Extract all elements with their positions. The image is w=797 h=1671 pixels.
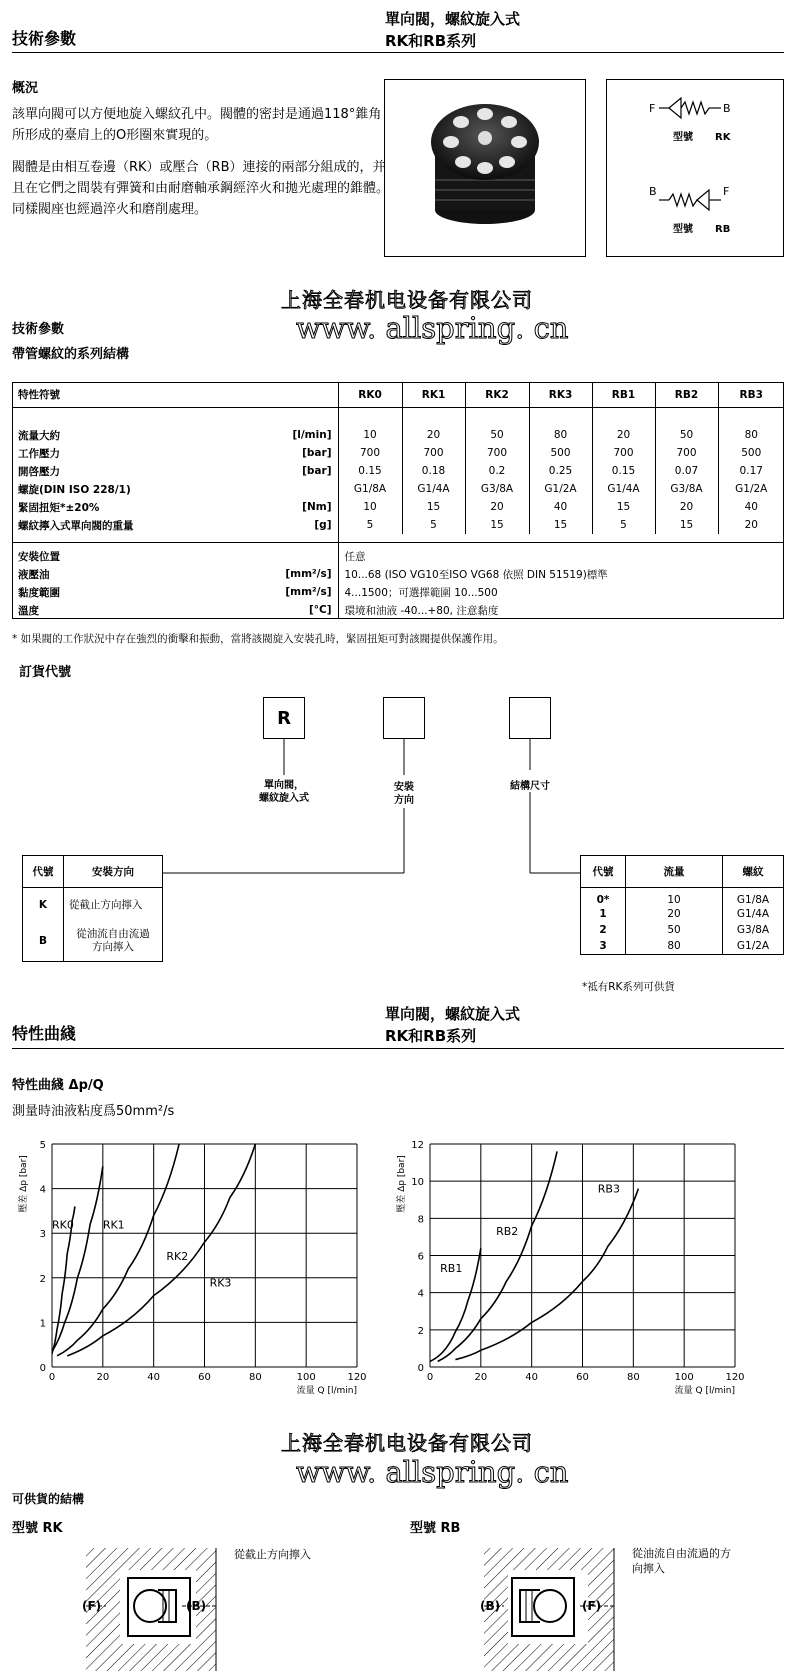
x-tick-label: 40: [147, 1372, 161, 1383]
overview-title: 概況: [12, 81, 39, 96]
series-label-rb2: RB2: [496, 1225, 519, 1239]
cell: 20: [718, 516, 784, 534]
cell: 20: [402, 426, 465, 444]
x-tick-label: 100: [296, 1372, 316, 1383]
cell: 5: [338, 516, 402, 534]
spec-col-header: RK0: [338, 382, 402, 408]
order-label-valve-l2: 螺紋旋入式: [259, 793, 309, 804]
order-title: 訂貨代號: [19, 665, 72, 680]
spec-col-header: RB1: [592, 382, 655, 408]
series-line-rk2: [57, 1144, 179, 1356]
y-tick-label: 4: [417, 1288, 424, 1300]
cell: 0.25: [529, 462, 592, 480]
cell: G1/4A: [402, 480, 465, 498]
table-row: [581, 888, 784, 907]
y-tick-label: 1: [39, 1318, 46, 1330]
dir-text: 從截止方向擰入: [64, 888, 163, 922]
size-table: [580, 855, 784, 955]
dir-text-l2: 方向擰入: [92, 941, 134, 954]
order-label-direction: [384, 781, 424, 807]
rb-port-left: (B): [480, 1599, 501, 1613]
cell: 0.18: [402, 462, 465, 480]
y-tick-label: 12: [411, 1140, 424, 1151]
table-row: [581, 856, 784, 888]
row-unit: [Nm]: [302, 501, 332, 513]
rk-symbol-left: F: [649, 102, 656, 115]
x-tick-label: 80: [248, 1372, 262, 1383]
y-tick-label: 5: [39, 1140, 46, 1151]
row-label: 液壓油: [18, 568, 50, 581]
table-row: [23, 888, 163, 922]
rk-symbol-right: B: [723, 102, 731, 115]
rk-symbol-model: RK: [715, 132, 731, 143]
cell: G3/8A: [655, 480, 718, 498]
cell: 10: [338, 498, 402, 516]
row-unit: [mm²/s]: [285, 586, 332, 598]
cell: 700: [592, 444, 655, 462]
rb-symbol-right: F: [723, 185, 730, 198]
order-label-valve: [244, 779, 324, 805]
cell: 50: [465, 426, 529, 444]
structure-rk-label: 型號 RK: [12, 1521, 63, 1536]
cell: 20: [592, 426, 655, 444]
size-flow: 80: [626, 938, 723, 954]
rk-symbol-label: 型號: [673, 132, 693, 143]
row-unit: [°C]: [308, 604, 332, 616]
x-axis-label: 流量 Q [l/min]: [296, 1386, 357, 1396]
cell: 環境和油液 -40...+80, 注意黏度: [338, 601, 784, 619]
spec-header-label: 特性符號: [12, 382, 338, 408]
spec-col-header: RK3: [529, 382, 592, 408]
row-unit: [l/min]: [292, 429, 332, 441]
order-label-direction-l1: 安裝: [394, 782, 414, 793]
row-label: 螺旋(DIN ISO 228/1): [18, 483, 131, 496]
x-tick-label: 0: [48, 1372, 56, 1383]
size-thread: G1/2A: [723, 938, 784, 954]
size-thread: G1/8A: [723, 888, 784, 907]
structure-rb-caption-l1: 從油流自由流過的方: [632, 1547, 731, 1560]
order-label-direction-l2: 方向: [394, 795, 414, 806]
direction-table: [22, 855, 163, 962]
x-tick-label: 20: [96, 1372, 110, 1383]
cell: 80: [529, 426, 592, 444]
chart-rk: [17, 1140, 367, 1396]
cell: 5: [592, 516, 655, 534]
x-tick-label: 40: [525, 1372, 539, 1383]
y-tick-label: 3: [39, 1229, 46, 1241]
table-row: [581, 922, 784, 938]
cell: 0.15: [592, 462, 655, 480]
row-unit: [mm²/s]: [285, 568, 332, 580]
product-title-line2: RK和RB系列: [385, 32, 477, 50]
watermark-url-2: www. allspring. cn: [296, 1455, 569, 1489]
product-title-line1: 單向閥，螺紋旋入式: [385, 10, 521, 28]
rk-port-right: (B): [186, 1599, 207, 1613]
x-tick-label: 60: [198, 1372, 211, 1383]
y-tick-label: 8: [417, 1214, 424, 1226]
cell: 80: [718, 426, 784, 444]
cell: 700: [465, 444, 529, 462]
series-line-rk1: [52, 1166, 103, 1351]
cell: 10...68 (ISO VG10至ISO VG68 依照 DIN 51519)標準: [338, 565, 784, 583]
cell: G1/4A: [592, 480, 655, 498]
row-label: 工作壓力: [18, 447, 60, 460]
order-box-r: R: [263, 697, 305, 739]
size-thread: G3/8A: [723, 922, 784, 938]
cell: 700: [402, 444, 465, 462]
row-unit: [g]: [314, 519, 332, 531]
cell: 20: [655, 498, 718, 516]
chart-rb: [395, 1140, 745, 1396]
overview-para-2: 閥體是由相互卷邊（RK）或壓合（RB）連接的兩部分組成的，并且在它們之間裝有彈簧和由耐磨軸承鋼經淬火和拋光處理的錐體。同樣閥座也經過淬火和磨削處理。: [12, 160, 390, 217]
cell: 0.15: [338, 462, 402, 480]
cell: 4...1500；可選擇範圍 10...500: [338, 583, 784, 601]
size-flow: 50: [626, 922, 723, 938]
structure-rb-label: 型號 RB: [410, 1521, 461, 1536]
structure-rk-caption: 從截止方向擰入: [234, 1548, 311, 1561]
row-unit: [bar]: [302, 465, 332, 477]
series-line-rk3: [67, 1144, 255, 1356]
cell: 700: [655, 444, 718, 462]
cell: 500: [718, 444, 784, 462]
curves-title: 特性曲綫 Δp/Q: [12, 1078, 104, 1093]
curves-charts: [0, 1130, 797, 1430]
size-header-flow: 流量: [626, 856, 723, 888]
x-tick-label: 60: [576, 1372, 589, 1383]
row-label: 黏度範圍: [18, 586, 60, 599]
rb-symbol-label: 型號: [673, 224, 693, 235]
cell: 50: [655, 426, 718, 444]
structure-drawings: [0, 1540, 797, 1671]
overview-para-1: 該單向閥可以方便地旋入螺紋孔中。閥體的密封是通過118°錐角所形成的臺肩上的O形圈來實現的。: [12, 107, 382, 143]
series-label-rk2: RK2: [166, 1249, 189, 1263]
y-tick-label: 6: [417, 1251, 424, 1263]
series-line-rb3: [455, 1189, 638, 1360]
cell: G1/2A: [529, 480, 592, 498]
x-tick-label: 0: [426, 1372, 434, 1383]
dir-text-l1: 從油流自由流過: [76, 928, 150, 941]
cell: 15: [402, 498, 465, 516]
tech-subtitle: 帶管螺紋的系列結構: [12, 347, 130, 362]
section-title-curves: 特性曲綫: [12, 1024, 77, 1043]
table-row: [23, 922, 163, 962]
size-code: 3: [581, 938, 626, 954]
rb-symbol-left: B: [649, 185, 657, 198]
x-tick-label: 120: [725, 1372, 745, 1383]
cell: 15: [465, 516, 529, 534]
cell: 0.2: [465, 462, 529, 480]
size-flow: 10: [626, 888, 723, 907]
cell: G1/2A: [718, 480, 784, 498]
section-title-tech: 技術參數: [12, 29, 77, 48]
row-label: 螺紋擰入式單向閥的重量: [18, 519, 134, 532]
x-tick-label: 100: [674, 1372, 694, 1383]
watermark-company-2: 上海全春机电设备有限公司: [281, 1431, 533, 1455]
spec-col-header: RB3: [718, 382, 784, 408]
x-tick-label: 80: [626, 1372, 640, 1383]
row-label: 溫度: [18, 604, 39, 617]
size-code: 2: [581, 922, 626, 938]
curves-subtitle: 測量時油液粘度爲50mm²/s: [12, 1104, 175, 1119]
x-tick-label: 20: [474, 1372, 488, 1383]
dir-code: K: [23, 888, 64, 922]
cell: 20: [465, 498, 529, 516]
spec-col-header: RK2: [465, 382, 529, 408]
row-label: 流量大約: [18, 429, 60, 442]
rb-symbol-model: RB: [715, 224, 731, 235]
cell: 10: [338, 426, 402, 444]
y-axis-label: 壓差 Δp [bar]: [397, 1155, 407, 1213]
size-code: 1: [581, 906, 626, 922]
series-label-rk1: RK1: [102, 1218, 125, 1232]
watermark-company: 上海全春机电设备有限公司: [281, 288, 533, 312]
row-label: 緊固扭矩*±20%: [18, 501, 100, 514]
dir-code: B: [23, 922, 64, 962]
spec-col-header: RK1: [402, 382, 465, 408]
cell: G3/8A: [465, 480, 529, 498]
size-table-note: *祗有RK系列可供貨: [582, 981, 675, 993]
cell: 700: [338, 444, 402, 462]
cell: 15: [655, 516, 718, 534]
table-row: [23, 856, 163, 888]
y-tick-label: 4: [39, 1184, 46, 1196]
dir-header-direction: 安裝方向: [64, 856, 163, 888]
y-tick-label: 0: [417, 1363, 424, 1374]
table-row: [581, 906, 784, 922]
y-axis-label: 壓差 Δp [bar]: [19, 1155, 29, 1213]
x-tick-label: 120: [347, 1372, 367, 1383]
series-label-rk0: RK0: [52, 1218, 74, 1232]
y-tick-label: 0: [39, 1363, 46, 1374]
spec-footnote: * 如果閥的工作狀況中存在強烈的衝擊和振動，當將該閥旋入安裝孔時，緊固扭矩可對該閥提供保護作用。: [12, 633, 504, 645]
y-tick-label: 2: [417, 1325, 424, 1337]
cell: 15: [529, 516, 592, 534]
cell: 5: [402, 516, 465, 534]
order-label-size: 結構尺寸: [510, 781, 550, 792]
series-label-rk3: RK3: [209, 1276, 232, 1290]
tech-title: 技術參數: [12, 322, 65, 337]
size-thread: G1/4A: [723, 906, 784, 922]
dir-header-code: 代號: [23, 856, 64, 888]
cell: G1/8A: [338, 480, 402, 498]
structures-title: 可供貨的結構: [12, 1492, 85, 1506]
cell: 0.07: [655, 462, 718, 480]
x-axis-label: 流量 Q [l/min]: [674, 1386, 735, 1396]
cell: 40: [718, 498, 784, 516]
row-label: 安裝位置: [18, 550, 60, 563]
cell: 500: [529, 444, 592, 462]
size-header-thread: 螺紋: [723, 856, 784, 888]
cell: 任意: [338, 547, 784, 565]
y-tick-label: 10: [411, 1177, 424, 1189]
series-label-rb1: RB1: [440, 1262, 463, 1276]
dir-text: [64, 922, 163, 962]
product-title2-line2: RK和RB系列: [385, 1027, 477, 1045]
cell: 15: [592, 498, 655, 516]
order-label-valve-l1: 單向閥，: [264, 780, 304, 791]
rb-port-right: (F): [582, 1599, 602, 1613]
row-label: 開啓壓力: [18, 465, 60, 478]
y-tick-label: 2: [39, 1273, 46, 1285]
size-header-code: 代號: [581, 856, 626, 888]
product-title2-line1: 單向閥，螺紋旋入式: [385, 1005, 521, 1023]
series-label-rb3: RB3: [597, 1182, 620, 1196]
table-row: [581, 938, 784, 954]
header2-rule: [12, 1048, 784, 1049]
size-flow: 20: [626, 906, 723, 922]
structure-rb-caption-l2: 向擰入: [632, 1562, 665, 1575]
cell: 0.17: [718, 462, 784, 480]
cell: 40: [529, 498, 592, 516]
rk-port-left: (F): [82, 1599, 102, 1613]
row-unit: [bar]: [302, 447, 332, 459]
watermark-url: www. allspring. cn: [296, 311, 569, 345]
spec-col-header: RB2: [655, 382, 718, 408]
size-code: 0*: [581, 888, 626, 907]
